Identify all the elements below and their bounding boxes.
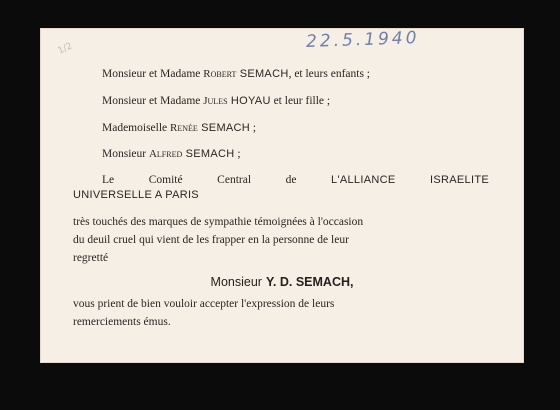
honoree-full-name: Y. D. SEMACH, [265,275,354,289]
text: Monsieur et Madame [102,68,204,80]
first-name: Alfred [148,148,183,160]
message-line-2: du deuil cruel qui vient de les frapper en la personne de leur [73,234,349,246]
first-name: Renée [170,122,198,134]
committee-line-continued: UNIVERSELLE A PARIS [73,189,199,201]
surname: SEMACH [182,148,235,160]
family-line-renee [102,122,256,134]
honoree-title: Monsieur [210,275,262,289]
handwritten-date: 22.5.1940 [305,28,420,52]
family-line-robert [102,68,370,80]
surname: SEMACH [197,122,251,134]
word: de [285,174,297,186]
word: Le [102,174,115,186]
text: Mademoiselle [102,122,171,134]
message-line-3: regretté [73,252,109,264]
word: Comité [148,174,183,186]
first-name: Robert [203,68,237,80]
message-line-1: très touchés des marques de sympathie témoignées à l'occasion [73,216,364,228]
pencil-mark: 1/2 [56,41,74,57]
family-line-alfred [102,148,241,160]
text: ; [250,122,257,134]
word: L'ALLIANCE [331,174,396,186]
text: ; [234,148,241,160]
first-name: Jules [203,95,228,107]
word: ISRAELITE [430,174,489,186]
surname: SEMACH [236,68,289,80]
honoree-name [40,275,524,289]
text: , et leurs enfants ; [288,68,370,80]
surname: HOYAU [227,95,271,107]
family-line-jules [102,95,330,107]
closing-line-2: remerciements émus. [73,316,171,328]
text: Monsieur et Madame [102,95,204,107]
word: Central [217,174,252,186]
committee-line [102,174,489,186]
text: et leur fille ; [270,95,331,107]
closing-line-1: vous prient de bien vouloir accepter l'expression de leurs [73,298,335,310]
text: Monsieur [102,148,149,160]
